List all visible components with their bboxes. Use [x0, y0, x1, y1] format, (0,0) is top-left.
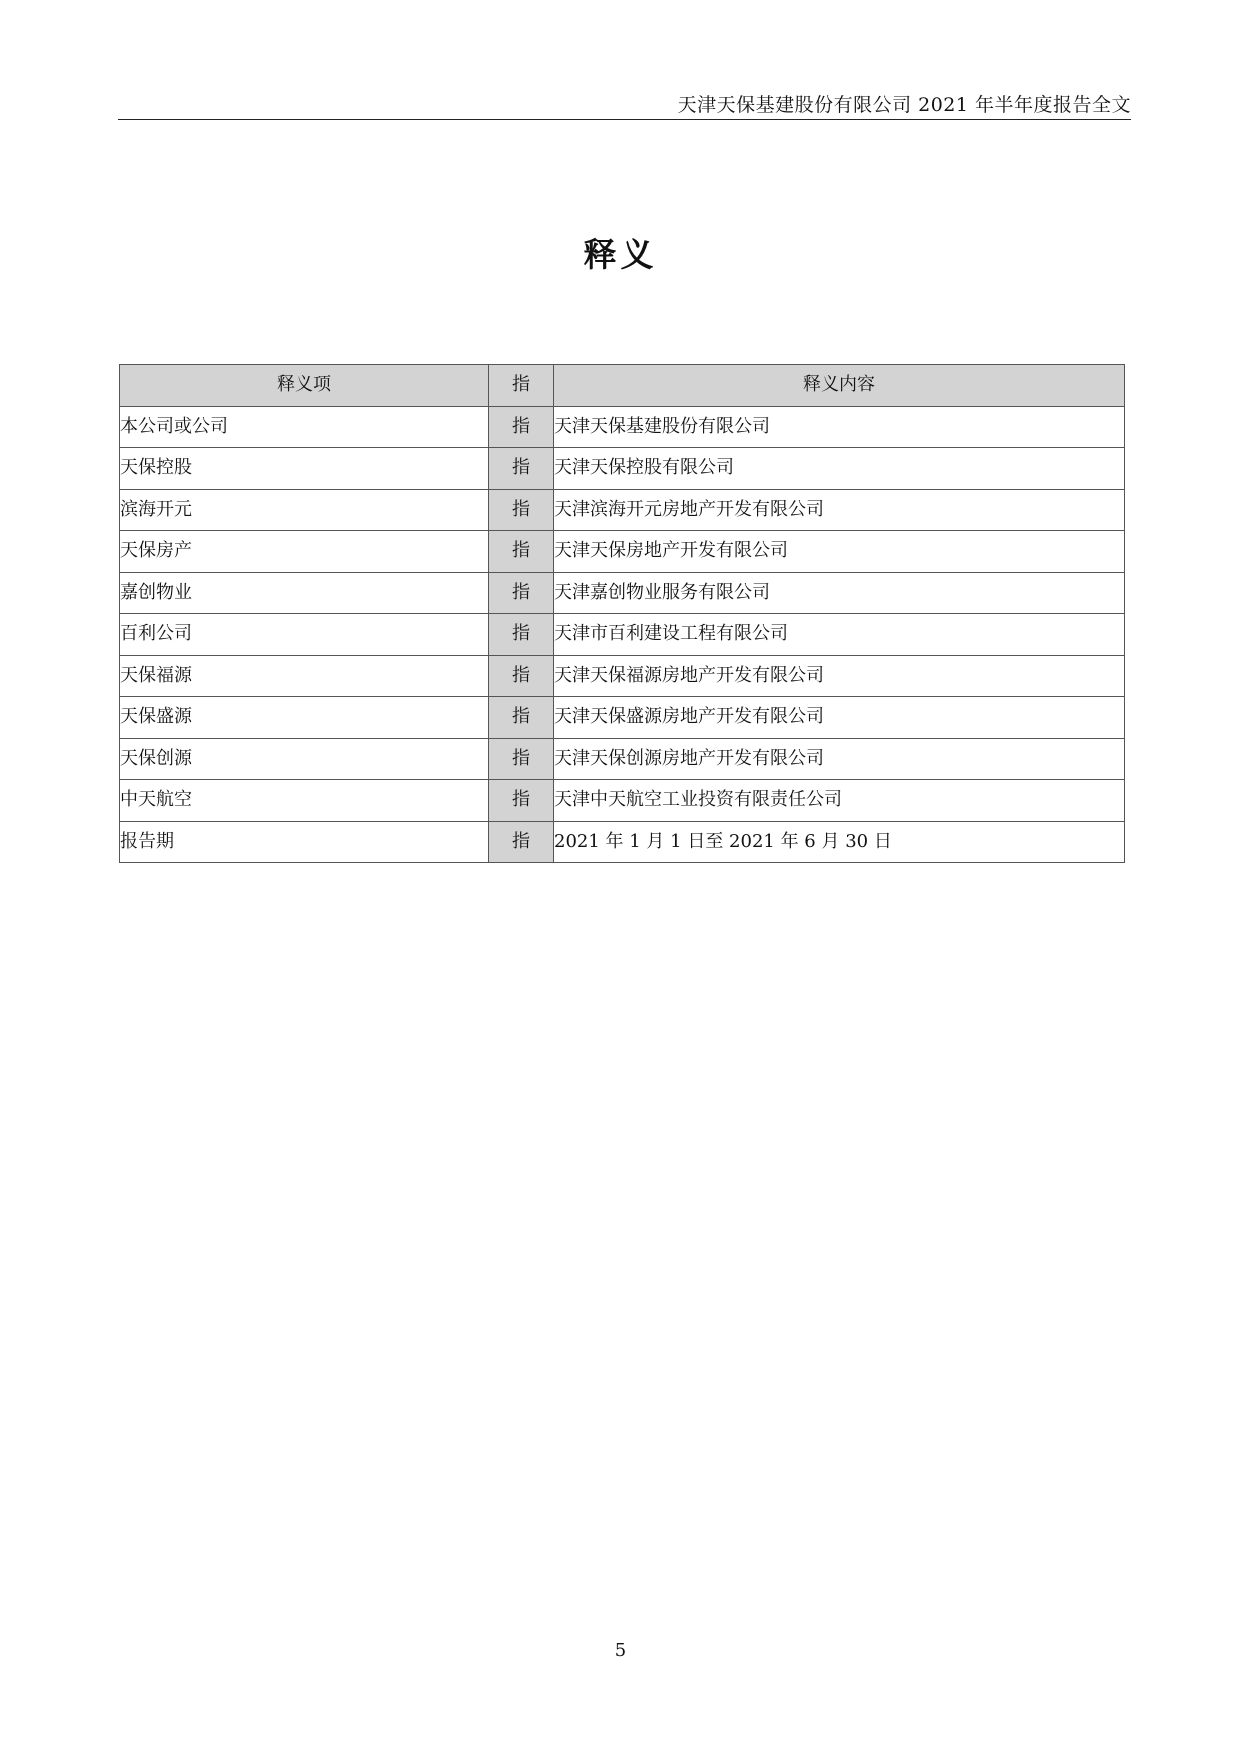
definition-cell: 天津嘉创物业服务有限公司: [554, 572, 1125, 614]
term-cell: 天保房产: [120, 531, 489, 573]
table-row: [120, 738, 1125, 780]
table-row: [120, 655, 1125, 697]
refers-cell: 指: [489, 406, 554, 448]
refers-cell: 指: [489, 780, 554, 822]
refers-cell: 指: [489, 697, 554, 739]
definition-cell: 天津天保创源房地产开发有限公司: [554, 738, 1125, 780]
table-row: [120, 489, 1125, 531]
table-row: [120, 821, 1125, 863]
definition-cell: 天津天保盛源房地产开发有限公司: [554, 697, 1125, 739]
refers-cell: 指: [489, 655, 554, 697]
term-cell: 本公司或公司: [120, 406, 489, 448]
definition-cell: 天津天保基建股份有限公司: [554, 406, 1125, 448]
table-row: [120, 448, 1125, 490]
definition-cell: 天津中天航空工业投资有限责任公司: [554, 780, 1125, 822]
term-cell: 报告期: [120, 821, 489, 863]
refers-cell: 指: [489, 738, 554, 780]
header-rule: [118, 119, 1131, 120]
page-number: 5: [614, 1640, 627, 1661]
refers-cell: 指: [489, 531, 554, 573]
definition-cell: 天津天保控股有限公司: [554, 448, 1125, 490]
term-cell: 滨海开元: [120, 489, 489, 531]
term-cell: 天保盛源: [120, 697, 489, 739]
table-row: [120, 531, 1125, 573]
term-cell: 天保福源: [120, 655, 489, 697]
refers-cell: 指: [489, 821, 554, 863]
definition-cell: 天津天保福源房地产开发有限公司: [554, 655, 1125, 697]
term-cell: 百利公司: [120, 614, 489, 656]
term-cell: 天保创源: [120, 738, 489, 780]
term-cell: 天保控股: [120, 448, 489, 490]
term-cell: 中天航空: [120, 780, 489, 822]
term-cell: 嘉创物业: [120, 572, 489, 614]
refers-cell: 指: [489, 572, 554, 614]
definitions-table: [119, 364, 1125, 863]
refers-cell: 指: [489, 614, 554, 656]
table-row: [120, 780, 1125, 822]
refers-cell: 指: [489, 448, 554, 490]
column-header-term: 释义项: [120, 365, 489, 407]
running-header: 天津天保基建股份有限公司 2021 年半年度报告全文: [677, 94, 1131, 116]
column-header-definition: 释义内容: [554, 365, 1125, 407]
refers-cell: 指: [489, 489, 554, 531]
definition-cell: 天津天保房地产开发有限公司: [554, 531, 1125, 573]
definition-cell: 2021 年 1 月 1 日至 2021 年 6 月 30 日: [554, 821, 1125, 863]
definition-cell: 天津市百利建设工程有限公司: [554, 614, 1125, 656]
table-row: [120, 406, 1125, 448]
table-header-row: [120, 365, 1125, 407]
table-row: [120, 697, 1125, 739]
table-row: [120, 572, 1125, 614]
column-header-refers: 指: [489, 365, 554, 407]
definition-cell: 天津滨海开元房地产开发有限公司: [554, 489, 1125, 531]
table-row: [120, 614, 1125, 656]
page-title: 释义: [583, 235, 658, 274]
